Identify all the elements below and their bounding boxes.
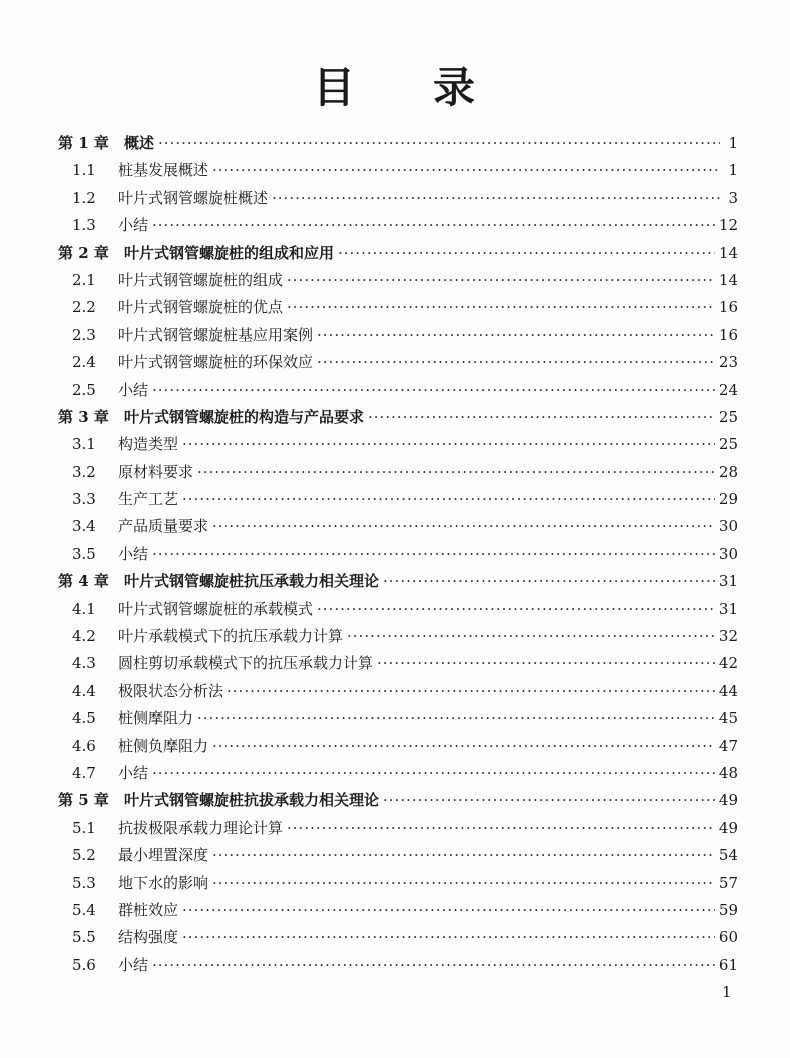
toc-section-entry[interactable] xyxy=(58,897,738,924)
toc-entry-page: 12 xyxy=(718,216,738,235)
toc-entry-number: 2.2 xyxy=(72,298,96,317)
toc-section-entry[interactable] xyxy=(58,349,738,376)
toc-chapter-entry[interactable] xyxy=(58,568,738,595)
toc-entry-title: 叶片式钢管螺旋桩抗拔承载力相关理论 xyxy=(124,791,380,810)
toc-entry-title: 最小埋置深度 xyxy=(118,846,209,865)
toc-entry-number: 4.5 xyxy=(72,709,96,728)
toc-entry-number: 第 3 章 xyxy=(58,407,109,426)
toc-entry-page: 54 xyxy=(718,846,738,865)
dot-leader xyxy=(182,486,715,513)
dot-leader xyxy=(152,541,715,568)
dot-leader xyxy=(287,294,715,321)
toc-section-entry[interactable] xyxy=(58,760,738,787)
dot-leader xyxy=(152,760,715,787)
page-title-char: 目 xyxy=(312,63,357,112)
toc-entry-title: 叶片式钢管螺旋桩的承载模式 xyxy=(118,599,314,618)
toc-entry-page: 47 xyxy=(718,736,738,755)
toc-section-entry[interactable] xyxy=(58,513,738,540)
dot-leader xyxy=(383,568,715,595)
dot-leader xyxy=(212,842,715,869)
toc-entry-number: 5.4 xyxy=(72,900,96,919)
toc-entry-title: 概述 xyxy=(124,134,155,152)
toc-entry-title: 叶片式钢管螺旋桩概述 xyxy=(118,188,269,207)
toc-entry-page: 31 xyxy=(718,572,738,591)
dot-leader xyxy=(212,513,715,540)
toc-section-entry[interactable] xyxy=(58,952,738,979)
dot-leader xyxy=(347,623,715,650)
toc-chapter-entry[interactable] xyxy=(58,130,738,157)
toc-entry-page: 57 xyxy=(718,873,738,892)
toc-entry-title: 群桩效应 xyxy=(118,900,179,919)
toc-entry-number: 第 4 章 xyxy=(58,572,109,591)
toc-entry-title: 叶片承载模式下的抗压承载力计算 xyxy=(118,627,344,646)
toc-entry-title: 抗拔极限承载力理论计算 xyxy=(118,818,284,837)
dot-leader xyxy=(272,185,720,212)
toc-entry-title: 叶片式钢管螺旋桩的组成 xyxy=(118,270,284,289)
toc-entry-number: 4.4 xyxy=(72,681,96,700)
toc-entry-title: 极限状态分析法 xyxy=(118,681,224,700)
toc-entry-number: 1.1 xyxy=(72,161,96,180)
dot-leader xyxy=(152,377,715,404)
toc-entry-title: 结构强度 xyxy=(118,928,179,947)
toc-entry-page: 30 xyxy=(718,517,738,536)
toc-entry-number: 5.6 xyxy=(72,955,96,974)
toc-entry-number: 4.6 xyxy=(72,736,96,755)
toc-entry-number: 第 2 章 xyxy=(58,243,109,262)
toc-entry-title: 小结 xyxy=(118,544,149,563)
toc-section-entry[interactable] xyxy=(58,870,738,897)
dot-leader xyxy=(182,924,715,951)
toc-entry-title: 小结 xyxy=(118,380,149,399)
toc-entry-number: 2.1 xyxy=(72,270,96,289)
dot-leader xyxy=(368,404,715,431)
dot-leader xyxy=(182,431,715,458)
dot-leader xyxy=(197,459,715,486)
dot-leader xyxy=(227,678,715,705)
toc-entry-title: 叶片式钢管螺旋桩抗压承载力相关理论 xyxy=(124,572,380,591)
toc-entry-title: 原材料要求 xyxy=(118,462,194,481)
toc-entry-title: 圆柱剪切承载模式下的抗压承载力计算 xyxy=(118,654,374,673)
toc-entry-number: 4.2 xyxy=(72,627,96,646)
toc-entry-title: 叶片式钢管螺旋桩的构造与产品要求 xyxy=(124,407,365,426)
toc-entry-number: 3.1 xyxy=(72,435,96,454)
toc-entry-page: 31 xyxy=(718,599,738,618)
toc-entry-number: 5.5 xyxy=(72,928,96,947)
toc-entry-page: 3 xyxy=(728,188,738,207)
toc-entry-number: 5.2 xyxy=(72,846,96,865)
table-of-contents xyxy=(58,130,738,979)
toc-entry-page: 25 xyxy=(718,435,738,454)
toc-entry-page: 24 xyxy=(718,380,738,399)
toc-entry-number: 第 5 章 xyxy=(58,791,109,810)
dot-leader xyxy=(152,212,715,239)
toc-entry-title: 构造类型 xyxy=(118,435,179,454)
toc-entry-number: 第 1 章 xyxy=(58,134,109,152)
toc-entry-number: 3.4 xyxy=(72,517,96,536)
dot-leader xyxy=(317,322,715,349)
toc-section-entry[interactable] xyxy=(58,678,738,705)
toc-entry-number: 1.2 xyxy=(72,188,96,207)
dot-leader xyxy=(377,650,715,677)
dot-leader xyxy=(212,870,715,897)
toc-entry-page: 16 xyxy=(718,298,738,317)
toc-chapter-entry[interactable] xyxy=(58,787,738,814)
toc-entry-title: 小结 xyxy=(118,955,149,974)
toc-entry-number: 4.3 xyxy=(72,654,96,673)
page-title xyxy=(0,55,790,115)
dot-leader xyxy=(287,815,715,842)
toc-entry-page: 61 xyxy=(718,955,738,974)
page-title-char: 录 xyxy=(433,63,478,112)
toc-entry-page: 45 xyxy=(718,709,738,728)
dot-leader xyxy=(287,267,715,294)
dot-leader xyxy=(212,733,715,760)
toc-section-entry[interactable] xyxy=(58,157,738,184)
toc-entry-page: 49 xyxy=(718,818,738,837)
toc-entry-number: 5.3 xyxy=(72,873,96,892)
toc-entry-title: 叶片式钢管螺旋桩基应用案例 xyxy=(118,325,314,344)
toc-entry-page: 42 xyxy=(718,654,738,673)
toc-entry-number: 2.3 xyxy=(72,325,96,344)
toc-entry-page: 25 xyxy=(718,407,738,426)
toc-section-entry[interactable] xyxy=(58,459,738,486)
toc-section-entry[interactable] xyxy=(58,185,738,212)
toc-entry-page: 23 xyxy=(718,353,738,372)
toc-section-entry[interactable] xyxy=(58,733,738,760)
toc-entry-page: 14 xyxy=(718,270,738,289)
toc-section-entry[interactable] xyxy=(58,486,738,513)
toc-section-entry[interactable] xyxy=(58,596,738,623)
toc-section-entry[interactable] xyxy=(58,294,738,321)
toc-section-entry[interactable] xyxy=(58,322,738,349)
toc-entry-page: 44 xyxy=(718,681,738,700)
toc-entry-page: 16 xyxy=(718,325,738,344)
toc-chapter-entry[interactable] xyxy=(58,240,738,267)
toc-entry-title: 桩侧摩阻力 xyxy=(118,709,194,728)
toc-entry-title: 桩侧负摩阻力 xyxy=(118,736,209,755)
toc-entry-title: 小结 xyxy=(118,216,149,235)
toc-section-entry[interactable] xyxy=(58,431,738,458)
toc-section-entry[interactable] xyxy=(58,705,738,732)
toc-entry-title: 小结 xyxy=(118,763,149,782)
toc-entry-number: 3.2 xyxy=(72,462,96,481)
toc-entry-page: 1 xyxy=(728,134,738,152)
toc-entry-title: 地下水的影响 xyxy=(118,873,209,892)
toc-section-entry[interactable] xyxy=(58,377,738,404)
toc-entry-title: 桩基发展概述 xyxy=(118,161,209,180)
toc-entry-page: 48 xyxy=(718,763,738,782)
toc-entry-number: 3.5 xyxy=(72,544,96,563)
toc-section-entry[interactable] xyxy=(58,267,738,294)
dot-leader xyxy=(383,787,715,814)
page-number: 1 xyxy=(722,983,732,1001)
dot-leader xyxy=(317,596,715,623)
toc-entry-page: 1 xyxy=(728,161,738,180)
toc-entry-page: 59 xyxy=(718,900,738,919)
dot-leader xyxy=(182,897,715,924)
toc-entry-page: 28 xyxy=(718,462,738,481)
toc-entry-number: 4.1 xyxy=(72,599,96,618)
toc-entry-page: 32 xyxy=(718,627,738,646)
toc-entry-number: 2.4 xyxy=(72,353,96,372)
toc-entry-page: 49 xyxy=(718,791,738,810)
toc-entry-number: 2.5 xyxy=(72,380,96,399)
dot-leader xyxy=(158,130,720,157)
toc-chapter-entry[interactable] xyxy=(58,404,738,431)
toc-section-entry[interactable] xyxy=(58,815,738,842)
toc-entry-page: 29 xyxy=(718,490,738,509)
toc-entry-title: 叶片式钢管螺旋桩的组成和应用 xyxy=(124,243,335,262)
toc-entry-number: 4.7 xyxy=(72,763,96,782)
dot-leader xyxy=(317,349,715,376)
toc-section-entry[interactable] xyxy=(58,842,738,869)
toc-section-entry[interactable] xyxy=(58,541,738,568)
dot-leader xyxy=(197,705,715,732)
toc-entry-number: 3.3 xyxy=(72,490,96,509)
dot-leader xyxy=(212,157,720,184)
toc-entry-title: 生产工艺 xyxy=(118,490,179,509)
toc-entry-page: 30 xyxy=(718,544,738,563)
toc-entry-title: 叶片式钢管螺旋桩的优点 xyxy=(118,298,284,317)
toc-entry-title: 叶片式钢管螺旋桩的环保效应 xyxy=(118,353,314,372)
toc-section-entry[interactable] xyxy=(58,212,738,239)
dot-leader xyxy=(338,240,715,267)
toc-entry-number: 5.1 xyxy=(72,818,96,837)
toc-section-entry[interactable] xyxy=(58,650,738,677)
toc-section-entry[interactable] xyxy=(58,623,738,650)
dot-leader xyxy=(152,952,715,979)
toc-entry-page: 14 xyxy=(718,243,738,262)
toc-section-entry[interactable] xyxy=(58,924,738,951)
toc-entry-title: 产品质量要求 xyxy=(118,517,209,536)
toc-entry-number: 1.3 xyxy=(72,216,96,235)
toc-entry-page: 60 xyxy=(718,928,738,947)
